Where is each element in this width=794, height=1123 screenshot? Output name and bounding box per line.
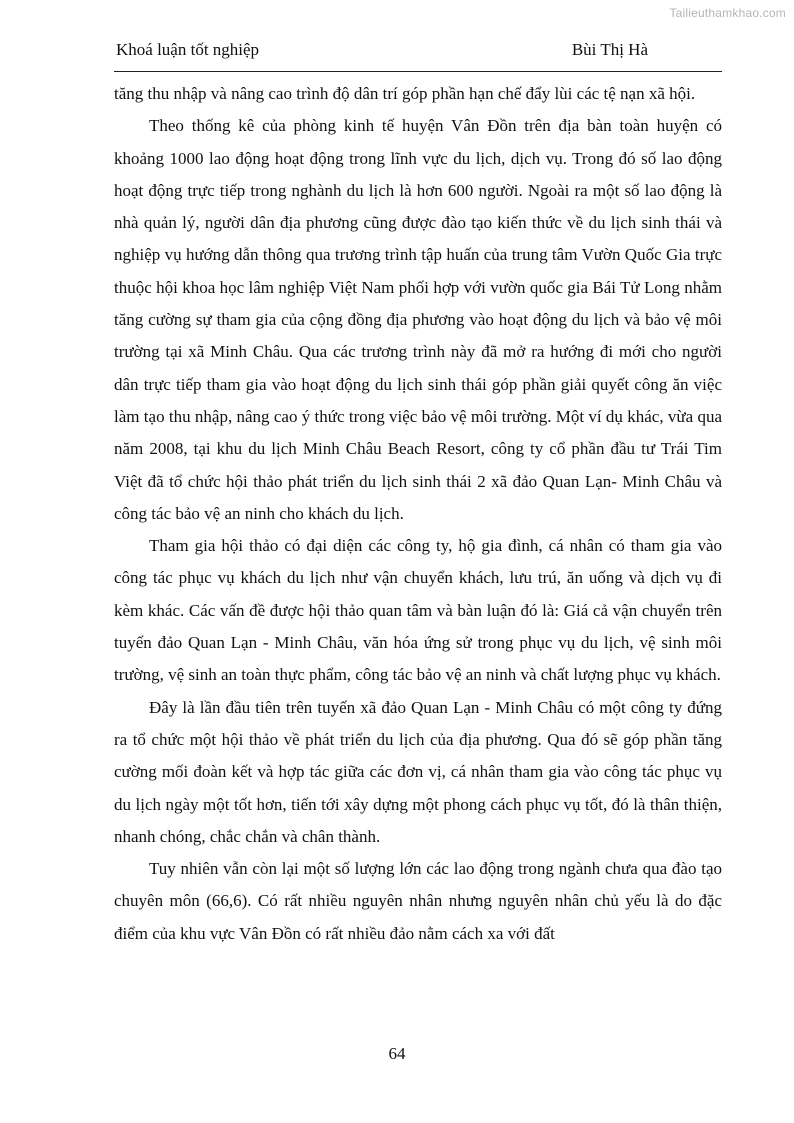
header-author-name: Bùi Thị Hà — [571, 40, 648, 59]
page-header — [114, 38, 722, 62]
paragraph: Tuy nhiên vẫn còn lại một số lượng lớn các lao động trong ngành chưa qua đào tạo chuyên môn (66,6). Có rất nhiều nguyên nhân nhưng nguyên nhân chủ yếu là do đặc điểm của khu vực Vân Đồn có rất nhiều đảo nằm cách xa với đất — [114, 859, 722, 943]
paragraph: Tham gia hội thảo có đại diện các công ty, hộ gia đình, cá nhân có tham gia vào công tác phục vụ khách du lịch như vận chuyển khách, lưu trú, ăn uống và dịch vụ đi kèm khác. Các vấn đề được hội thảo quan tâm và bàn luận đó là: Giá cả vận chuyển trên tuyến đảo Quan Lạn - Minh Châu, văn hóa ứng sử trong phục vụ du lịch, vệ sinh môi trường, vệ sinh an toàn thực phẩm, công tác bảo vệ an ninh và chất lượng phục vụ khách. — [114, 536, 722, 685]
paragraph: Theo thống kê của phòng kinh tế huyện Vân Đồn trên địa bàn toàn huyện có khoảng 1000 lao động hoạt động trong lĩnh vực du lịch, dịch vụ. Trong đó số lao động hoạt động trực tiếp trong nghành du lịch là hơn 600 người. Ngoài ra một số lao động là nhà quản lý, người dân địa phương cũng được đào tạo kiến thức về du lịch sinh thái và nghiệp vụ hướng dẫn thông qua trương trình tập huấn của trung tâm Vườn Quốc Gia trực thuộc hội khoa học lâm nghiệp Việt Nam phối hợp với vườn quốc gia Bái Tử Long nhằm tăng cường sự tham gia của cộng đồng địa phương vào hoạt động du lịch và bảo vệ môi trường tại xã Minh Châu. Qua các trương trình này đã mở ra hướng đi mới cho người dân trực tiếp tham gia vào hoạt động du lịch sinh thái góp phần giải quyết công ăn việc làm tạo thu nhập, nâng cao ý thức trong việc bảo vệ môi trường. Một ví dụ khác, vừa qua năm 2008, tại khu du lịch Minh Châu Beach Resort, công ty cổ phần đầu tư Trái Tim Việt đã tổ chức hội thảo phát triển du lịch sinh thái 2 xã đảo Quan Lạn- Minh Châu và công tác bảo vệ an ninh cho khách du lịch. — [114, 116, 722, 523]
page-number: 64 — [388, 1044, 406, 1063]
header-divider — [114, 71, 722, 72]
paragraph-continuation: tăng thu nhập và nâng cao trình độ dân trí góp phần hạn chế đẩy lùi các tệ nạn xã hội. — [114, 84, 696, 103]
paragraph: Đây là lần đầu tiên trên tuyến xã đảo Quan Lạn - Minh Châu có một công ty đứng ra tổ chức một hội thảo về phát triển du lịch của địa phương. Qua đó sẽ góp phần tăng cường mối đoàn kết và hợp tác giữa các đơn vị, cá nhân tham gia vào công tác phục vụ du lịch ngày một tốt hơn, tiến tới xây dựng một phong cách phục vụ tốt, đó là thân thiện, nhanh chóng, chắc chắn và chân thành. — [114, 697, 722, 846]
header-thesis-label: Khoá luận tốt nghiệp — [116, 40, 260, 59]
watermark-text: Tailieuthamkhao.com — [669, 6, 786, 20]
body-text — [114, 78, 722, 950]
